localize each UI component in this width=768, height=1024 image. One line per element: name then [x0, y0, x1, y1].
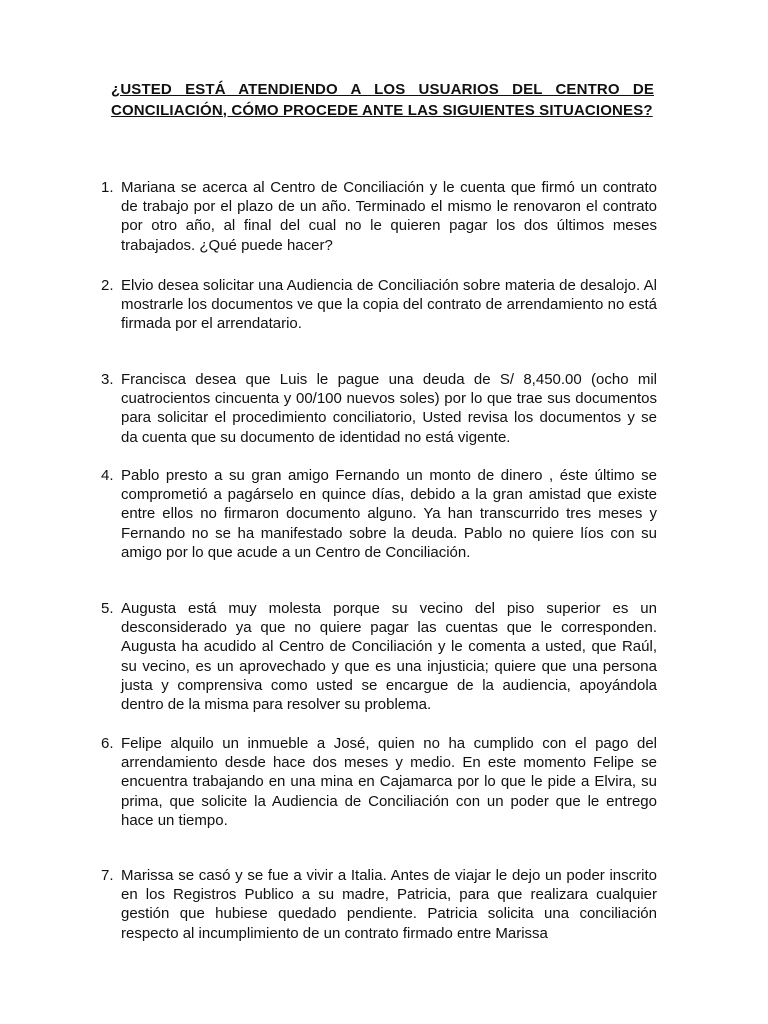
list-item — [101, 734, 657, 830]
list-item — [101, 178, 657, 255]
item-number: 6. — [101, 735, 114, 752]
list-item — [101, 370, 657, 447]
item-number: 1. — [101, 179, 114, 196]
list-item — [101, 866, 657, 943]
document-title: ¿USTED ESTÁ ATENDIENDO A LOS USUARIOS DEL CENTRO DE CONCILIACIÓN, CÓMO PROCEDE ANTE LAS SIGUIENTES SITUACIONES? — [111, 81, 654, 119]
item-text: Augusta está muy molesta porque su vecino del piso superior es un desconsiderado ya que no quiere pagar las cuentas que le corresponden. Augusta ha acudido al Centro de Conciliación y le comenta a usted, que Raúl, su vecino, es un aprovechado y que es una injusticia; quiere que una persona justa y comprensiva como usted se encargue de la audiencia, apoyándola dentro de la misma para resolver su problema. — [121, 600, 657, 714]
item-text: Elvio desea solicitar una Audiencia de Conciliación sobre materia de desalojo. Al mostrarle los documentos ve que la copia del contrato de arrendamiento no está firmada por el arrendatario. — [121, 277, 657, 333]
item-text: Marissa se casó y se fue a vivir a Italia. Antes de viajar le dejo un poder inscrito en los Registros Publico a su madre, Patricia, para que realizara cualquier gestión que hubiese quedado pendiente. Patricia solicita una conciliación respecto al incumplimiento de un contrato firmado entre Marissa — [121, 867, 657, 942]
item-text: Mariana se acerca al Centro de Conciliación y le cuenta que firmó un contrato de trabajo por el plazo de un año. Terminado el mismo le renovaron el contrato por otro año, al final del cual no le quieren pagar los dos últimos meses trabajados. ¿Qué puede hacer? — [121, 179, 657, 254]
item-number: 5. — [101, 600, 114, 617]
item-number: 2. — [101, 277, 114, 294]
list-item — [101, 599, 657, 714]
item-text: Felipe alquilo un inmueble a José, quien no ha cumplido con el pago del arrendamiento desde hace dos meses y medio. En este momento Felipe se encuentra trabajando en una mina en Cajamarca por lo que le pide a Elvira, su prima, que solicite la Audiencia de Conciliación con un poder que le entrego hace un tiempo. — [121, 735, 657, 829]
item-text: Francisca desea que Luis le pague una deuda de S/ 8,450.00 (ocho mil cuatrocientos cincuenta y 00/100 nuevos soles) por lo que trae sus documentos para solicitar el procedimiento conciliatorio, Usted revisa los documentos y se da cuenta que su documento de identidad no está vigente. — [121, 371, 657, 446]
item-text: Pablo presto a su gran amigo Fernando un monto de dinero , éste último se comprometió a pagárselo en quince días, debido a la gran amistad que existe entre ellos no firmaron documento alguno. Ya han transcurrido tres meses y Fernando no se ha manifestado sobre la deuda. Pablo no quiere líos con su amigo por lo que acude a un Centro de Conciliación. — [121, 467, 657, 561]
item-number: 3. — [101, 371, 114, 388]
item-number: 7. — [101, 867, 114, 884]
item-number: 4. — [101, 467, 114, 484]
list-item — [101, 466, 657, 562]
list-item — [101, 276, 657, 334]
